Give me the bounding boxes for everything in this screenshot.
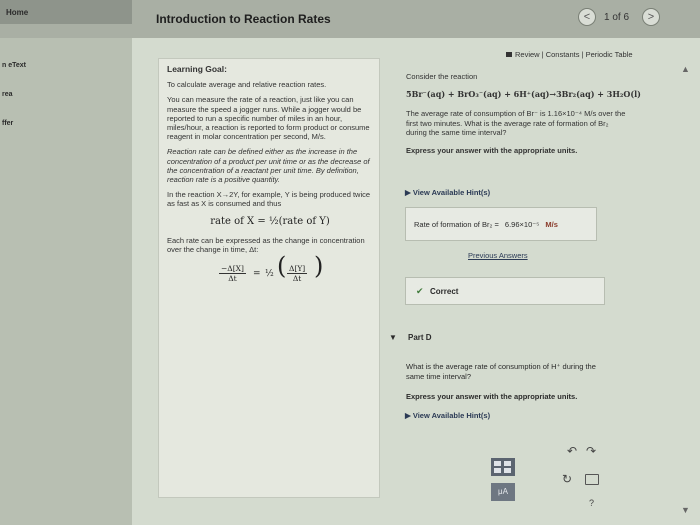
part-d-title[interactable]: Part D: [408, 333, 432, 342]
answer-value: 6.96×10⁻⁵: [504, 220, 540, 229]
template-icon: [494, 461, 501, 466]
top-bar: [0, 0, 700, 38]
learning-goal-title: Learning Goal:: [167, 64, 227, 74]
half-coefficient: ½: [265, 269, 274, 280]
check-icon: ✔: [416, 286, 424, 296]
page-title: Introduction to Reaction Rates: [156, 12, 331, 26]
fraction-left: $\frac{-\Delta[X]}{\Delta t}$: [221, 264, 244, 284]
previous-answers-link[interactable]: Previous Answers: [468, 251, 528, 260]
learning-goal-text: To calculate average and relative reaction rates.: [167, 80, 327, 90]
view-hints-link[interactable]: ▶ View Available Hint(s): [405, 188, 491, 197]
collapse-arrow-icon[interactable]: ▼: [389, 333, 397, 342]
sidebar-item-area[interactable]: rea: [2, 91, 13, 98]
answer-box: [405, 207, 597, 241]
scroll-up-icon[interactable]: ▲: [681, 64, 690, 74]
answer-unit: M/s: [545, 220, 558, 229]
sidebar-item-offer[interactable]: ffer: [2, 120, 14, 127]
template-button[interactable]: [491, 458, 515, 476]
paragraph-jogger: You can measure the rate of a reaction, just like you can measure the speed a jogger runs. While a jogger would be reported to run a specific number of miles in an hour, miles/hour, a reaction is reported to form product or consume reagent in molar concentration per second, M/s.: [167, 95, 370, 142]
previous-button[interactable]: <: [578, 8, 596, 26]
correct-label: Correct: [430, 287, 459, 296]
next-button[interactable]: >: [642, 8, 660, 26]
reset-icon[interactable]: ↻: [562, 472, 573, 486]
equals-sign: =: [253, 269, 261, 280]
redo-icon[interactable]: ↷: [586, 444, 597, 458]
reaction-equation: 5Br⁻(aq) + BrO₃⁻(aq) + 6H⁺(aq)→3Br₂(aq) + 3H₂O(l): [406, 88, 641, 99]
paragraph-change: Each rate can be expressed as the change in concentration over the change in time, Δt:: [167, 235, 365, 255]
scroll-down-icon[interactable]: ▼: [681, 505, 690, 515]
answer-label: Rate of formation of Br₂ =: [414, 220, 499, 229]
units-button[interactable]: μA: [491, 483, 515, 501]
paragraph-example: In the reaction X→2Y, for example, Y is being produced twice as fast as X is consumed and thus: [167, 190, 371, 209]
answer-instruction: Express your answer with the appropriate units.: [406, 145, 578, 155]
page-counter: 1 of 6: [604, 12, 630, 23]
reference-links[interactable]: Review | Constants | Periodic Table: [506, 50, 633, 60]
sidebar-item-etext[interactable]: n eText: [2, 62, 26, 69]
help-icon[interactable]: ?: [589, 498, 595, 508]
home-link[interactable]: Home: [0, 0, 132, 24]
learning-goal-panel: [158, 58, 380, 498]
part-d-question: What is the average rate of consumption of H⁺ during the same time interval?: [406, 362, 596, 381]
view-hints-link-part-d[interactable]: ▶ View Available Hint(s): [405, 411, 491, 420]
keyboard-icon[interactable]: [585, 474, 599, 485]
rate-equation: [167, 252, 373, 294]
part-d-instruction: Express your answer with the appropriate units.: [406, 392, 578, 401]
undo-icon[interactable]: ↶: [567, 444, 578, 458]
correct-feedback: [405, 277, 605, 305]
paragraph-rate-definition: Reaction rate can be defined either as the increase in the concentration of a product per unit time or as the decrease of the concentration of a reactant per unit time. By definition, reaction rate is a positive quantity.: [167, 147, 370, 185]
paren-open: (: [277, 252, 287, 281]
review-icon: [506, 52, 512, 57]
question-text: The average rate of consumption of Br⁻ is 1.16×10⁻⁴ M/s over the first two minutes. What is the average rate of formation of Br₂ during the same time interval?: [406, 109, 626, 137]
fraction-right: $\frac{\Delta[Y]}{\Delta t}$: [289, 264, 306, 284]
consider-text: Consider the reaction: [406, 72, 478, 81]
rate-formula: rate of X = ½(rate of Y): [210, 215, 330, 227]
left-sidebar: [0, 38, 132, 525]
paren-close: ): [314, 252, 324, 281]
